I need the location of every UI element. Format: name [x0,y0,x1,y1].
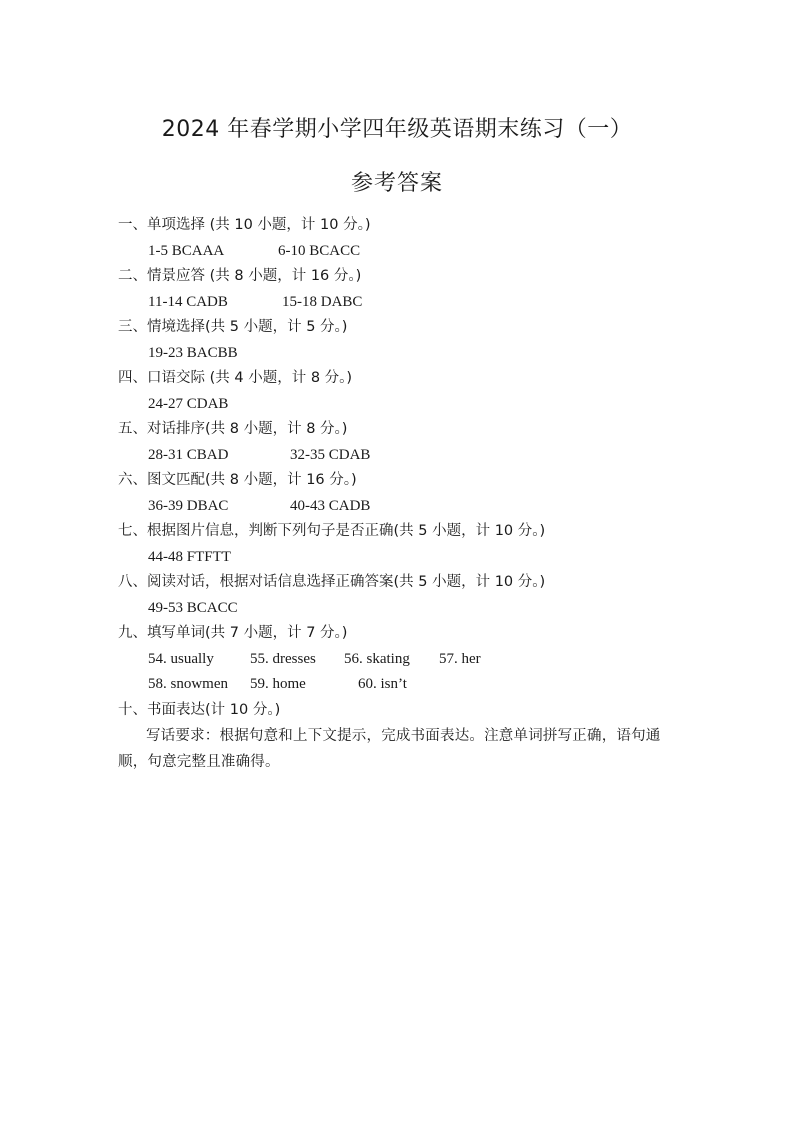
answer-group: 32-35 CDAB [290,446,371,463]
answer-word: 54. usually [148,650,214,667]
answer-group: 28-31 CBAD [148,446,229,463]
section-heading-8: 八、阅读对话，根据对话信息选择正确答案(共 5 小题，计 10 分。) [118,574,546,590]
answer-row-6 [118,494,698,520]
answer-group: 40-43 CADB [290,497,371,514]
answer-group: 49-53 BCACC [148,599,238,616]
section-heading-4: 四、口语交际 (共 4 小题，计 8 分。) [118,370,353,386]
answer-row-2 [118,290,698,316]
answer-group: 1-5 BCAAA [148,242,225,259]
answer-group: 36-39 DBAC [148,497,229,514]
page-title: 2024 年春学期小学四年级英语期末练习（一） [161,117,633,142]
section-heading-6: 六、图文匹配(共 8 小题，计 16 分。) [118,472,357,488]
answer-group: 15-18 DABC [282,293,363,310]
answer-word: 60. isn’t [358,676,407,692]
page-subtitle: 参考答案 [350,171,443,196]
answer-group: 24-27 CDAB [148,395,229,412]
section-heading-5: 五、对话排序(共 8 小题，计 8 分。) [118,421,348,437]
answer-word: 55. dresses [250,650,316,667]
section-heading-9: 九、填写单词(共 7 小题，计 7 分。) [118,625,348,641]
answer-group: 11-14 CADB [148,293,228,310]
section-heading-2: 二、情景应答 (共 8 小题，计 16 分。) [118,268,362,284]
answer-row-9a [118,647,698,673]
answer-row-3 [118,341,698,367]
answer-group: 44-48 FTFTT [148,548,231,565]
section-heading-7: 七、根据图片信息，判断下列句子是否正确(共 5 小题，计 10 分。) [118,523,546,539]
answer-word: 58. snowmen [148,676,228,692]
answer-word: 59. home [250,676,306,692]
section-heading-3: 三、情境选择(共 5 小题，计 5 分。) [118,319,348,335]
section-heading-1: 一、单项选择 (共 10 小题，计 10 分。) [118,217,371,233]
answer-list [118,213,698,775]
answer-row-7 [118,545,698,571]
answer-word: 57. her [439,650,481,667]
answer-row-1 [118,239,698,265]
writing-requirement: 写话要求：根据句意和上下文提示，完成书面表达。注意单词拼写正确，语句通顺，句意完整且准确得。 [118,728,661,770]
answer-group: 19-23 BACBB [148,344,238,361]
answer-row-8 [118,596,698,622]
answer-row-5 [118,443,698,469]
answer-row-9b [118,672,698,698]
section-heading-10: 十、书面表达(计 10 分。) [118,701,281,718]
answer-word: 56. skating [344,650,410,667]
answer-row-4 [118,392,698,418]
answer-group: 6-10 BCACC [278,242,361,259]
